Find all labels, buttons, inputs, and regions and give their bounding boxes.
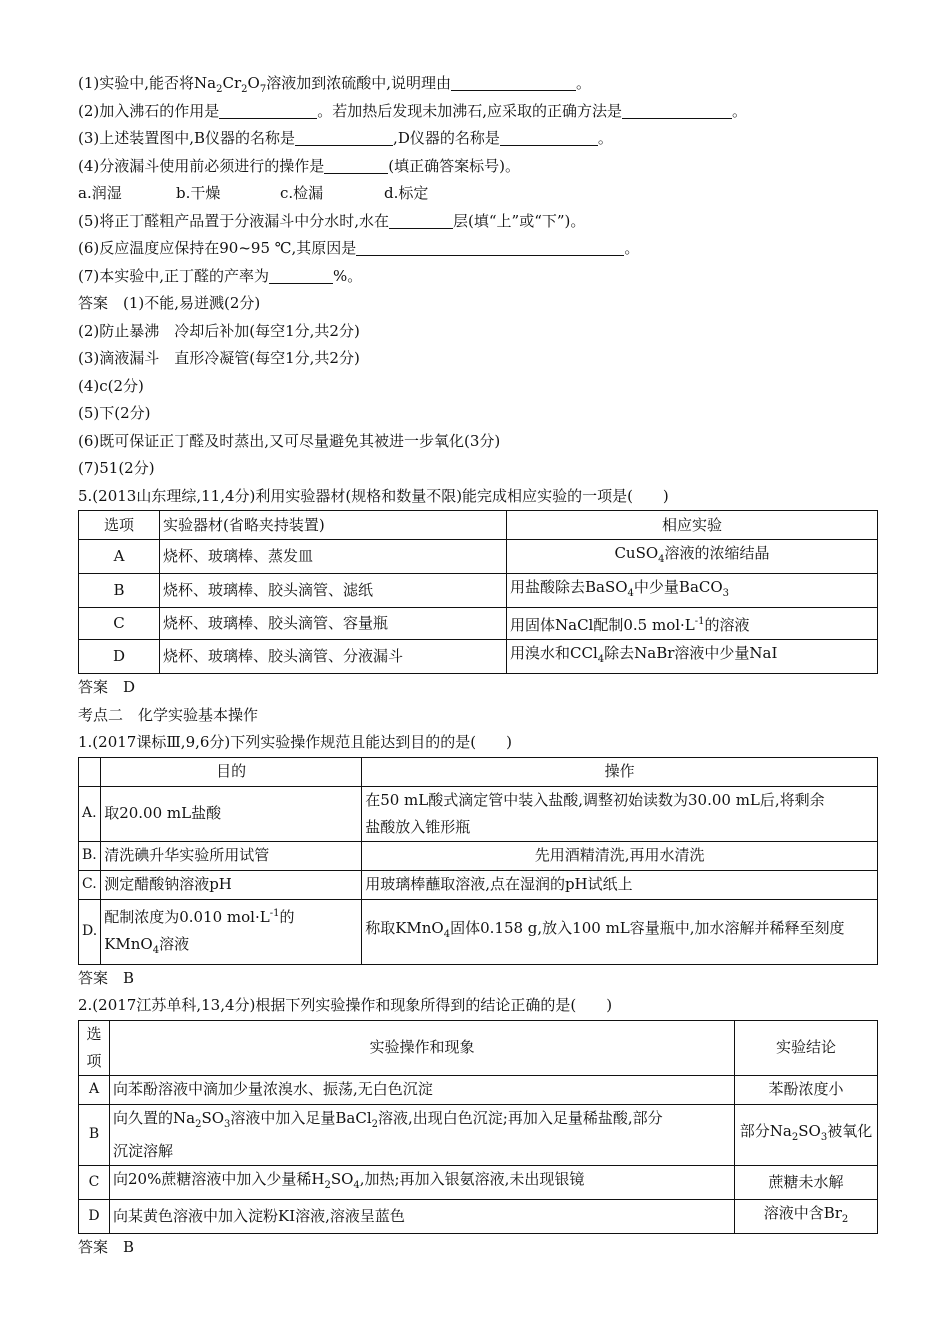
q6-end: 。 — [624, 239, 640, 257]
q7-text: (7)本实验中,正丁醛的产率为 — [78, 266, 270, 285]
cell-sup: -1 — [269, 907, 280, 919]
conclusion-cell — [735, 1199, 878, 1233]
cell-sup: -1 — [694, 616, 705, 627]
cell-text: 在50 mL酸式滴定管中装入盐酸,调整初始读数为30.00 mL后,将剩余 — [365, 790, 825, 809]
cell-text: SO — [330, 1169, 354, 1188]
table-row — [79, 574, 878, 608]
option-a: a.润湿 — [78, 184, 122, 202]
option-cell: A — [79, 540, 160, 574]
q1-end: 。 — [575, 74, 591, 92]
cell-sub: 2 — [791, 1132, 799, 1143]
equipment-cell: 烧杯、玻璃棒、蒸发皿 — [160, 540, 507, 574]
table-row — [79, 899, 878, 964]
answer-blank — [389, 210, 453, 229]
cell-sub: 2 — [195, 1118, 202, 1130]
q2017-2-title: 2.(2017江苏单科,13,4分)根据下列实验操作和现象所得到的结论正确的是( ) — [78, 996, 613, 1014]
cell-text: 部分Na — [739, 1122, 792, 1140]
cell-text: 的溶液 — [704, 616, 750, 634]
table-row — [79, 1104, 878, 1165]
q6-text: (6)反应温度应保持在90~95 ℃,其原因是 — [78, 239, 357, 257]
cell-sub: 4 — [627, 588, 634, 599]
option-cell: A. — [79, 786, 101, 841]
answer-line: (5)下(2分) — [78, 404, 151, 422]
q7-end: %。 — [333, 266, 363, 285]
table-row — [79, 870, 878, 899]
conclusion-cell: 苯酚浓度小 — [735, 1075, 878, 1104]
answer-line: (2)防止暴沸 冷却后补加(每空1分,共2分) — [78, 321, 360, 340]
q1-text: Cr — [222, 74, 242, 92]
cell-sub: 4 — [443, 929, 451, 940]
cell-sub: 3 — [722, 588, 730, 599]
table-row — [79, 841, 878, 870]
cell-text: 称取KMnO — [365, 919, 444, 937]
cell-text: SO — [201, 1108, 225, 1127]
table-row — [79, 786, 878, 841]
q1-sub: 2 — [241, 84, 248, 95]
cell-text: 除去NaBr溶液中少量NaI — [604, 644, 778, 662]
operation-cell — [362, 899, 878, 964]
experiment-cell — [507, 540, 878, 574]
q2017-2-answer: 答案 B — [78, 1237, 135, 1256]
header-cell: 选项 — [79, 511, 160, 540]
operation-cell: 用玻璃棒蘸取溶液,点在湿润的pH试纸上 — [362, 870, 878, 899]
header-cell: 操作 — [362, 757, 878, 786]
operation-cell — [362, 786, 878, 841]
answer-line: (6)既可保证正丁醛及时蒸出,又可尽量避免其被进一步氧化(3分) — [78, 431, 501, 450]
cell-text: 用固体NaCl配制0.5 mol·L — [510, 616, 695, 634]
option-cell: B — [79, 574, 160, 608]
question-2 — [78, 98, 878, 126]
question-4-options — [78, 180, 878, 208]
option-cell: D. — [79, 899, 101, 964]
goal-cell — [101, 899, 362, 964]
cell-sub: 4 — [597, 654, 605, 665]
cell-text: 用盐酸除去BaSO — [510, 578, 628, 596]
answer-blank — [622, 100, 732, 119]
question-6 — [78, 235, 878, 263]
header-cell — [79, 1020, 110, 1075]
operation-cell: 向某黄色溶液中加入淀粉KI溶液,溶液呈蓝色 — [110, 1199, 735, 1233]
question-1 — [78, 70, 878, 98]
option-b: b.干燥 — [176, 184, 221, 202]
answer-blank — [269, 265, 333, 284]
cell-text: 用溴水和CCl — [510, 644, 598, 662]
header-cell: 目的 — [101, 757, 362, 786]
conclusion-cell: 蔗糖未水解 — [735, 1165, 878, 1199]
q2-end: 。 — [732, 101, 748, 120]
cell-text: SO — [798, 1122, 821, 1140]
cell-text: 向久置的Na — [113, 1108, 196, 1127]
answer-line: (7)51(2分) — [78, 459, 155, 477]
q5-answer: 答案 D — [78, 678, 136, 696]
question-5 — [78, 208, 878, 236]
cell-text: 选 — [86, 1024, 102, 1043]
cell-text: 项 — [86, 1051, 102, 1070]
header-cell: 实验操作和现象 — [110, 1020, 735, 1075]
question-7 — [78, 263, 878, 291]
q3-text: (3)上述装置图中,B仪器的名称是 — [78, 129, 296, 147]
cell-text: 溶液,出现白色沉淀;再加入足量稀盐酸,部分 — [378, 1108, 663, 1127]
cell-sub: 2 — [324, 1179, 331, 1191]
equipment-cell: 烧杯、玻璃棒、胶头滴管、分液漏斗 — [160, 640, 507, 674]
header-cell — [79, 757, 101, 786]
option-cell: D — [79, 640, 160, 674]
q1-sub: 7 — [259, 84, 267, 95]
cell-text: KMnO — [104, 934, 153, 953]
answer-line: (4)c(2分) — [78, 376, 144, 395]
question-4 — [78, 153, 878, 181]
cell-sub: 3 — [224, 1118, 231, 1130]
q2-text: 。若加热后发现未加沸石,应采取的正确方法是 — [317, 101, 623, 120]
answer-blank — [500, 127, 598, 146]
q5-title: 5.(2013山东理综,11,4分)利用实验器材(规格和数量不限)能完成相应实验的一项是( ) — [78, 486, 669, 505]
table-header-row — [79, 511, 878, 540]
option-cell: B. — [79, 841, 101, 870]
header-cell: 相应实验 — [507, 511, 878, 540]
question-3 — [78, 125, 878, 153]
header-cell: 实验器材(省略夹持装置) — [160, 511, 507, 540]
operation-cell — [110, 1165, 735, 1199]
q2017-1-title: 1.(2017课标Ⅲ,9,6分)下列实验操作规范且能达到目的的是( ) — [78, 733, 512, 751]
cell-text: 被氧化 — [827, 1122, 873, 1140]
cell-text: 溶液中加入足量BaCl — [230, 1108, 372, 1127]
answer-blank — [324, 155, 388, 174]
option-cell: C — [79, 608, 160, 640]
table-row — [79, 1165, 878, 1199]
q4-text: (4)分液漏斗使用前必须进行的操作是 — [78, 156, 325, 175]
experiment-cell — [507, 640, 878, 674]
equipment-cell: 烧杯、玻璃棒、胶头滴管、容量瓶 — [160, 608, 507, 640]
table-header-row — [79, 757, 878, 786]
answer-line: 答案 (1)不能,易迸溅(2分) — [78, 294, 261, 312]
q5-table — [78, 510, 878, 674]
experiment-cell — [507, 574, 878, 608]
option-cell: C — [79, 1165, 110, 1199]
cell-sub: 3 — [820, 1132, 828, 1143]
cell-text: ,加热;再加入银氨溶液,未出现银镜 — [359, 1169, 585, 1188]
cell-text: 向20%蔗糖溶液中加入少量稀H — [113, 1169, 325, 1188]
option-cell: D — [79, 1199, 110, 1233]
cell-sub: 2 — [371, 1118, 379, 1130]
cell-text: 的 — [279, 907, 295, 926]
cell-text: CuSO — [614, 544, 659, 562]
cell-sub: 4 — [658, 554, 665, 565]
table-row — [79, 640, 878, 674]
header-cell: 实验结论 — [735, 1020, 878, 1075]
operation-cell: 先用酒精清洗,再用水清洗 — [362, 841, 878, 870]
option-cell: A — [79, 1075, 110, 1104]
cell-sub: 4 — [152, 944, 160, 956]
equipment-cell: 烧杯、玻璃棒、胶头滴管、滤纸 — [160, 574, 507, 608]
table-row — [79, 540, 878, 574]
q1-text: 溶液加到浓硫酸中,说明理由 — [266, 74, 451, 92]
answer-blank — [356, 237, 624, 256]
cell-text: 溶液 — [159, 934, 190, 953]
option-cell: B — [79, 1104, 110, 1165]
q2017-1-table — [78, 757, 878, 965]
q1-text: O — [247, 74, 260, 92]
q5-end: 层(填“上”或“下”)。 — [453, 211, 586, 230]
goal-cell: 取20.00 mL盐酸 — [101, 786, 362, 841]
goal-cell: 测定醋酸钠溶液pH — [101, 870, 362, 899]
table-row — [79, 1199, 878, 1233]
cell-text: 溶液中含Br — [763, 1203, 842, 1222]
document-page — [78, 70, 878, 1261]
goal-cell: 清洗碘升华实验所用试管 — [101, 841, 362, 870]
answer-blank — [451, 72, 576, 91]
cell-text: 配制浓度为0.010 mol·L — [104, 907, 270, 926]
cell-text: 固体0.158 g,放入100 mL容量瓶中,加水溶解并稀释至刻度 — [450, 919, 845, 937]
q3-text: ,D仪器的名称是 — [393, 129, 500, 147]
q5-text: (5)将正丁醛粗产品置于分液漏斗中分水时,水在 — [78, 211, 390, 230]
table-row — [79, 1075, 878, 1104]
operation-cell: 向苯酚溶液中滴加少量浓溴水、振荡,无白色沉淀 — [110, 1075, 735, 1104]
cell-text: 盐酸放入锥形瓶 — [365, 817, 471, 836]
conclusion-cell — [735, 1104, 878, 1165]
operation-cell — [110, 1104, 735, 1165]
q4-end: (填正确答案标号)。 — [388, 156, 520, 175]
q2017-2-table — [78, 1020, 878, 1234]
cell-sub: 2 — [841, 1213, 849, 1225]
q1-text: (1)实验中,能否将Na — [78, 74, 217, 92]
q1-sub: 2 — [216, 84, 223, 95]
experiment-cell — [507, 608, 878, 640]
option-c: c.检漏 — [280, 184, 324, 202]
answer-blank — [219, 100, 317, 119]
option-d: d.标定 — [384, 184, 429, 202]
section-heading: 考点二 化学实验基本操作 — [78, 705, 259, 724]
table-header-row — [79, 1020, 878, 1075]
option-cell: C. — [79, 870, 101, 899]
cell-text: 溶液的浓缩结晶 — [664, 544, 770, 562]
cell-sub: 4 — [353, 1179, 360, 1191]
answer-blank — [295, 127, 393, 146]
cell-text: 沉淀溶解 — [113, 1141, 174, 1160]
cell-text: 中少量BaCO — [633, 578, 723, 596]
q2017-1-answer: 答案 B — [78, 968, 135, 987]
answer-line: (3)滴液漏斗 直形冷凝管(每空1分,共2分) — [78, 349, 360, 367]
q3-end: 。 — [597, 129, 613, 147]
q2-text: (2)加入沸石的作用是 — [78, 101, 220, 120]
table-row — [79, 608, 878, 640]
